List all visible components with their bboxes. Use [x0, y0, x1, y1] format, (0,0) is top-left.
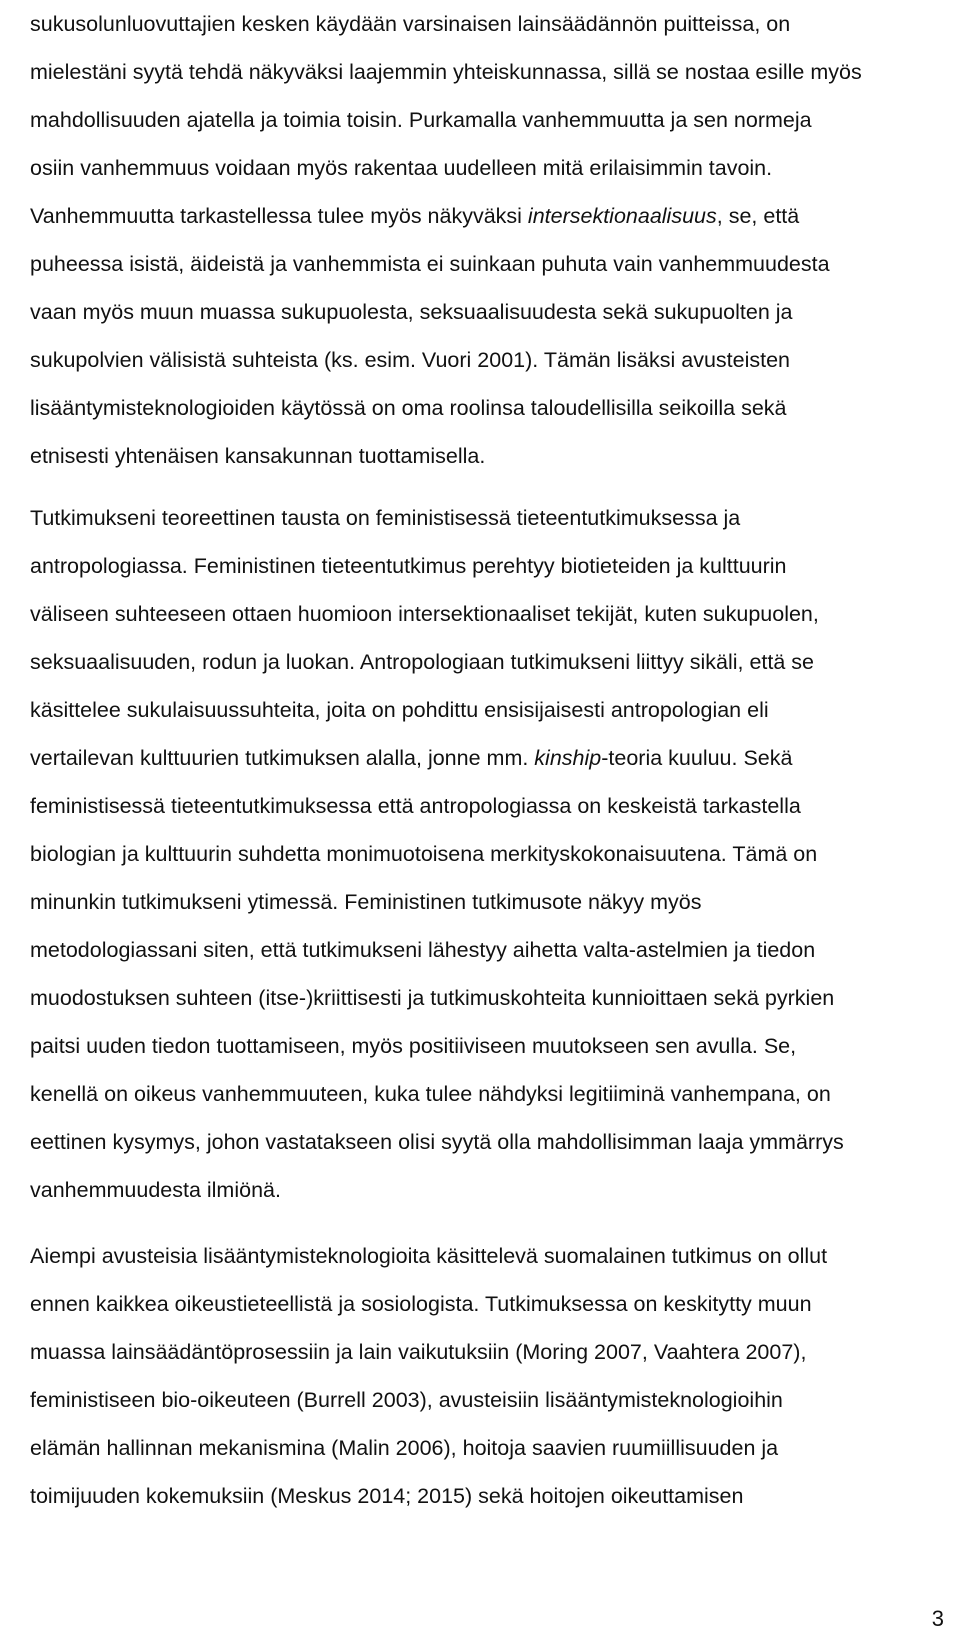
text-line: [30, 878, 944, 926]
text-line: [30, 0, 944, 48]
text-run: vaan myös muun muassa sukupuolesta, seksuaalisuudesta sekä sukupuolten ja: [30, 300, 793, 324]
text-line: [30, 1328, 944, 1376]
text-line: [30, 1070, 944, 1118]
text-line: [30, 1232, 944, 1280]
text-run: vertailevan kulttuurien tutkimuksen alalla, jonne mm.: [30, 746, 535, 770]
paragraph-3: [30, 1232, 944, 1520]
page-number: 3: [931, 1606, 944, 1631]
text-run: elämän hallinnan mekanismina (Malin 2006), hoitoja saavien ruumiillisuuden ja: [30, 1436, 779, 1460]
text-run: seksuaalisuuden, rodun ja luokan. Antropologiaan tutkimukseni liittyy sikäli, että se: [30, 650, 815, 674]
text-line: [30, 542, 944, 590]
italic-term: kinship: [534, 746, 602, 770]
text-run: Aiempi avusteisia lisääntymisteknologioita käsittelevä suomalainen tutkimus on ollut: [30, 1244, 828, 1268]
text-line: [30, 782, 944, 830]
text-line: [30, 638, 944, 686]
text-line: [30, 1280, 944, 1328]
text-run: mielestäni syytä tehdä näkyväksi laajemmin yhteiskunnassa, sillä se nostaa esille myös: [30, 60, 862, 84]
text-run: paitsi uuden tiedon tuottamiseen, myös positiiviseen muutokseen sen avulla. Se,: [30, 1034, 797, 1058]
text-run: vanhemmuudesta ilmiönä.: [30, 1178, 281, 1202]
text-run: eettinen kysymys, johon vastatakseen olisi syytä olla mahdollisimman laaja ymmärrys: [30, 1130, 844, 1154]
text-line: [30, 926, 944, 974]
text-line: [30, 830, 944, 878]
text-run: , se, että: [716, 204, 800, 228]
text-run: väliseen suhteeseen ottaen huomioon intersektionaaliset tekijät, kuten sukupuolen,: [30, 602, 819, 626]
text-line: [30, 974, 944, 1022]
text-line: [30, 192, 944, 240]
text-run: muodostuksen suhteen (itse-)kriittisesti ja tutkimuskohteita kunnioittaen sekä pyrkien: [30, 986, 835, 1010]
paragraph-2: [30, 494, 944, 1214]
text-line: [30, 1166, 944, 1214]
text-run: antropologiassa. Feministinen tieteentutkimus perehtyy biotieteiden ja kulttuurin: [30, 554, 787, 578]
text-run: Vanhemmuutta tarkastellessa tulee myös näkyväksi: [30, 204, 528, 228]
text-run: toimijuuden kokemuksiin (Meskus 2014; 2015) sekä hoitojen oikeuttamisen: [30, 1484, 744, 1508]
text-line: [30, 48, 944, 96]
text-run: feministisessä tieteentutkimuksessa että antropologiassa on keskeistä tarkastella: [30, 794, 801, 818]
text-line: [30, 336, 944, 384]
italic-term: intersektionaalisuus: [527, 204, 717, 228]
text-line: [30, 1118, 944, 1166]
text-run: minunkin tutkimukseni ytimessä. Feministinen tutkimusote näkyy myös: [30, 890, 702, 914]
text-run: sukusolunluovuttajien kesken käydään varsinaisen lainsäädännön puitteissa, on: [30, 12, 791, 36]
text-run: Tutkimukseni teoreettinen tausta on feministisessä tieteentutkimuksessa ja: [30, 506, 741, 530]
text-run: feministiseen bio-oikeuteen (Burrell 2003), avusteisiin lisääntymisteknologioihin: [30, 1388, 783, 1412]
text-line: [30, 384, 944, 432]
text-line: [30, 494, 944, 542]
text-line: [30, 686, 944, 734]
text-line: [30, 734, 944, 782]
paragraph-1: [30, 0, 944, 480]
text-run: puheessa isistä, äideistä ja vanhemmista ei suinkaan puhuta vain vanhemmuudesta: [30, 252, 830, 276]
text-line: [30, 1022, 944, 1070]
text-line: [30, 1376, 944, 1424]
text-run: lisääntymisteknologioiden käytössä on oma roolinsa taloudellisilla seikoilla sekä: [30, 396, 787, 420]
text-line: [30, 240, 944, 288]
text-line: [30, 288, 944, 336]
text-line: [30, 144, 944, 192]
text-run: etnisesti yhtenäisen kansakunnan tuottamisella.: [30, 444, 486, 468]
text-run: ennen kaikkea oikeustieteellistä ja sosiologista. Tutkimuksessa on keskitytty muun: [30, 1292, 812, 1316]
text-line: [30, 432, 944, 480]
text-run: mahdollisuuden ajatella ja toimia toisin. Purkamalla vanhemmuutta ja sen normeja: [30, 108, 812, 132]
text-run: metodologiassani siten, että tutkimukseni lähestyy aihetta valta-astelmien ja tiedon: [30, 938, 816, 962]
text-run: käsittelee sukulaisuussuhteita, joita on pohdittu ensisijaisesti antropologian eli: [30, 698, 769, 722]
text-line: [30, 96, 944, 144]
text-run: muassa lainsäädäntöprosessiin ja lain vaikutuksiin (Moring 2007, Vaahtera 2007),: [30, 1340, 807, 1364]
text-run: biologian ja kulttuurin suhdetta monimuotoisena merkityskokonaisuutena. Tämä on: [30, 842, 818, 866]
text-line: [30, 1424, 944, 1472]
text-run: osiin vanhemmuus voidaan myös rakentaa uudelleen mitä erilaisimmin tavoin.: [30, 156, 773, 180]
text-line: [30, 1472, 944, 1520]
text-run: sukupolvien välisistä suhteista (ks. esim. Vuori 2001). Tämän lisäksi avusteisten: [30, 348, 791, 372]
text-run: kenellä on oikeus vanhemmuuteen, kuka tulee nähdyksi legitiiminä vanhempana, on: [30, 1082, 831, 1106]
text-line: [30, 590, 944, 638]
text-run: -teoria kuuluu. Sekä: [601, 746, 793, 770]
